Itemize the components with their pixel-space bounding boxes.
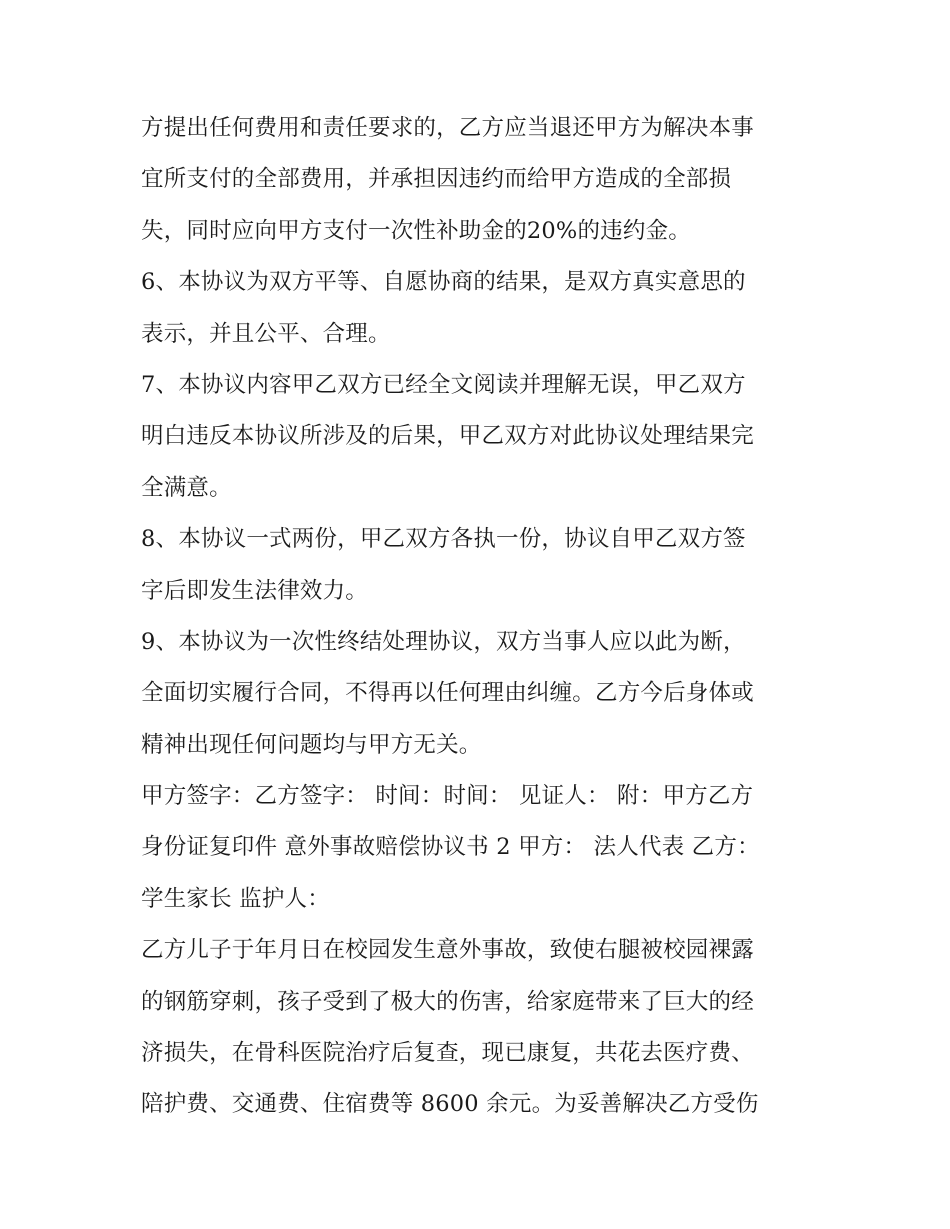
clause-9-line: 9、本协议为一次性终结处理协议，双方当事人应以此为断， — [141, 628, 746, 655]
text-line: 字后即发生法律效力。 — [141, 577, 369, 604]
text-line: 身份证复印件 意外事故赔偿协议书 2 甲方： 法人代表 乙方： — [141, 834, 760, 861]
text-line: 学生家长 监护人： — [141, 885, 330, 912]
document-body — [141, 103, 821, 1131]
text-line: 宜所支付的全部费用，并承担因违约而给甲方造成的全部损 — [141, 166, 732, 193]
clause-7-line: 7、本协议内容甲乙双方已经全文阅读并理解无误，甲乙双方 — [141, 371, 746, 398]
text-line: 失，同时应向甲方支付一次性补助金的20%的违约金。 — [141, 217, 692, 244]
clause-8-line: 8、本协议一式两份，甲乙双方各执一份，协议自甲乙双方签 — [141, 526, 746, 553]
signature-line: 甲方签字：乙方签字： 时间：时间： 见证人： 附：甲方乙方 — [141, 783, 754, 810]
text-line: 乙方儿子于年月日在校园发生意外事故，致使右腿被校园裸露 — [141, 937, 754, 964]
text-line: 陪护费、交通费、住宿费等 8600 余元。为妥善解决乙方受伤 — [141, 1091, 759, 1118]
text-line: 精神出现任何问题均与甲方无关。 — [141, 731, 482, 758]
text-line: 明白违反本协议所涉及的后果，甲乙双方对此协议处理结果完 — [141, 423, 754, 450]
text-line: 全面切实履行合同，不得再以任何理由纠缠。乙方今后身体或 — [141, 680, 754, 707]
text-line: 表示，并且公平、合理。 — [141, 320, 391, 347]
text-line: 济损失，在骨科医院治疗后复查，现已康复，共花去医疗费、 — [141, 1040, 754, 1067]
text-line: 全满意。 — [141, 474, 232, 501]
text-line: 方提出任何费用和责任要求的，乙方应当退还甲方为解决本事 — [141, 115, 754, 141]
text-line: 的钢筋穿刺，孩子受到了极大的伤害，给家庭带来了巨大的经 — [141, 988, 754, 1015]
clause-6-line: 6、本协议为双方平等、自愿协商的结果，是双方真实意思的 — [141, 269, 746, 296]
